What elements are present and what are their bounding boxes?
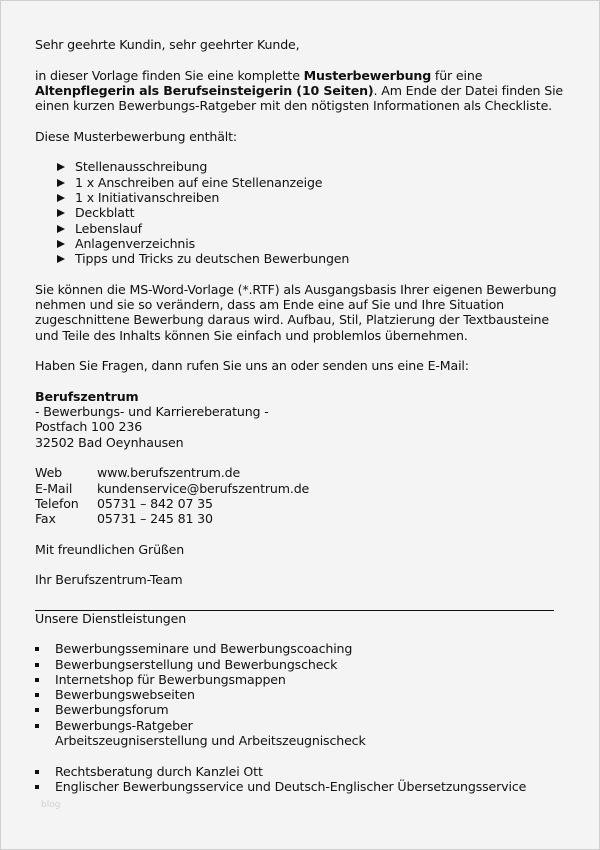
questions-line: Haben Sie Fragen, dann rufen Sie uns an oder senden uns eine E-Mail: xyxy=(35,358,469,374)
list-item-label: Tipps und Tricks zu deutschen Bewerbungen xyxy=(75,251,350,267)
contents-heading: Diese Musterbewerbung enthält: xyxy=(35,128,237,144)
square-bullet-icon xyxy=(35,647,39,651)
email-link[interactable]: kundenservice@berufszentrum.de xyxy=(97,480,310,496)
intro-text-2: für eine xyxy=(431,67,483,83)
list-item-label: 1 x Anschreiben auf eine Stellenanzeige xyxy=(75,174,323,190)
list-item-continuation xyxy=(35,733,565,748)
arrow-bullet-icon xyxy=(57,225,65,233)
list-item xyxy=(55,190,565,205)
square-bullet-icon xyxy=(35,693,39,697)
contact-row-email xyxy=(35,481,309,496)
square-bullet-icon xyxy=(35,708,39,712)
list-item-label: 1 x Initiativanschreiben xyxy=(75,189,220,205)
list-item-label: Bewerbungsseminare und Bewerbungscoaching xyxy=(55,641,353,657)
list-item xyxy=(35,657,565,672)
contact-row-web xyxy=(35,465,309,480)
contact-label: Fax xyxy=(35,511,56,527)
square-bullet-icon xyxy=(35,785,39,789)
fax-value: 05731 – 245 81 30 xyxy=(97,511,213,527)
list-item xyxy=(35,764,565,779)
list-item xyxy=(35,718,565,733)
list-item-label: Bewerbungs-Ratgeber xyxy=(55,717,193,733)
list-item-label: Rechtsberatung durch Kanzlei Ott xyxy=(55,763,263,779)
square-bullet-icon xyxy=(35,724,39,728)
list-item xyxy=(35,687,565,702)
list-item-label: Stellenausschreibung xyxy=(75,159,208,175)
web-link[interactable]: www.berufszentrum.de xyxy=(97,465,241,481)
list-item xyxy=(55,236,565,251)
contact-label: Telefon xyxy=(35,495,79,511)
list-item-label: Bewerbungserstellung und Bewerbungscheck xyxy=(55,656,338,672)
services-list-2 xyxy=(35,764,565,795)
list-item xyxy=(55,251,565,266)
company-name-text: Berufszentrum xyxy=(35,388,139,404)
list-item xyxy=(55,221,565,236)
contact-label: Web xyxy=(35,465,63,481)
list-item xyxy=(55,205,565,220)
list-item-label: Deckblatt xyxy=(75,205,135,221)
intro-bold-1: Musterbewerbung xyxy=(303,67,432,83)
list-item xyxy=(55,159,565,174)
list-item-label: Anlagenverzeichnis xyxy=(75,235,196,251)
square-bullet-icon xyxy=(35,770,39,774)
list-item xyxy=(35,641,565,656)
contents-list xyxy=(35,159,565,266)
company-postbox: Postfach 100 236 xyxy=(35,419,143,435)
list-item xyxy=(35,779,565,794)
list-item xyxy=(35,672,565,687)
services-list xyxy=(35,641,565,748)
intro-text-1: in dieser Vorlage finden Sie eine komplette xyxy=(35,67,304,83)
list-item-label: Bewerbungsforum xyxy=(55,702,169,718)
square-bullet-icon xyxy=(35,678,39,682)
contact-table xyxy=(35,465,309,526)
phone-value: 05731 – 842 07 35 xyxy=(97,495,213,511)
list-item-label: Englischer Bewerbungsservice und Deutsch-Englischer Übersetzungsservice xyxy=(55,778,527,794)
intro-text-3: . Am Ende der Datei finden Sie einen kurzen Bewerbungs-Ratgeber mit den nötigsten Informationen als Checkliste. xyxy=(35,82,564,114)
intro-bold-2: Altenpflegerin als Berufseinsteigerin (10 Seiten) xyxy=(35,82,374,98)
arrow-bullet-icon xyxy=(57,209,65,217)
document-content xyxy=(35,37,565,794)
list-item xyxy=(35,702,565,717)
contact-row-fax xyxy=(35,511,309,526)
company-city: 32502 Bad Oeynhausen xyxy=(35,434,184,450)
contact-label: E-Mail xyxy=(35,480,73,496)
arrow-bullet-icon xyxy=(57,163,65,171)
salutation: Sehr geehrte Kundin, sehr geehrter Kunde, xyxy=(35,37,300,52)
list-item-label: Lebenslauf xyxy=(75,220,142,236)
list-item-label: Arbeitszeugniserstellung und Arbeitszeugnischeck xyxy=(55,733,366,749)
contact-row-phone xyxy=(35,496,309,511)
arrow-bullet-icon xyxy=(57,194,65,202)
usage-paragraph: Sie können die MS-Word-Vorlage (*.RTF) als Ausgangsbasis Ihrer eigenen Bewerbung nehmen und sie so verändern, dass am Ende eine auf Sie und Ihre Situation zugeschnittene Bewerbung daraus wird. Aufbau, Stil, Platzierung der Textbausteine und Teile des Inhalts können Sie einfach und problemlos übernehmen. xyxy=(35,281,557,343)
list-item-label: Bewerbungswebseiten xyxy=(55,687,195,703)
arrow-bullet-icon xyxy=(57,179,65,187)
services-heading: Unsere Dienstleistungen xyxy=(35,610,187,626)
arrow-bullet-icon xyxy=(57,255,65,263)
list-item-label: Internetshop für Bewerbungsmappen xyxy=(55,671,286,687)
closing: Mit freundlichen Grüßen xyxy=(35,541,185,557)
arrow-bullet-icon xyxy=(57,240,65,248)
signature: Ihr Berufszentrum-Team xyxy=(35,572,183,588)
company-name xyxy=(35,389,565,404)
intro-paragraph xyxy=(35,68,565,114)
square-bullet-icon xyxy=(35,663,39,667)
list-item xyxy=(55,175,565,190)
company-tagline: - Bewerbungs- und Karriereberatung - xyxy=(35,404,269,420)
watermark: blog xyxy=(41,800,61,810)
